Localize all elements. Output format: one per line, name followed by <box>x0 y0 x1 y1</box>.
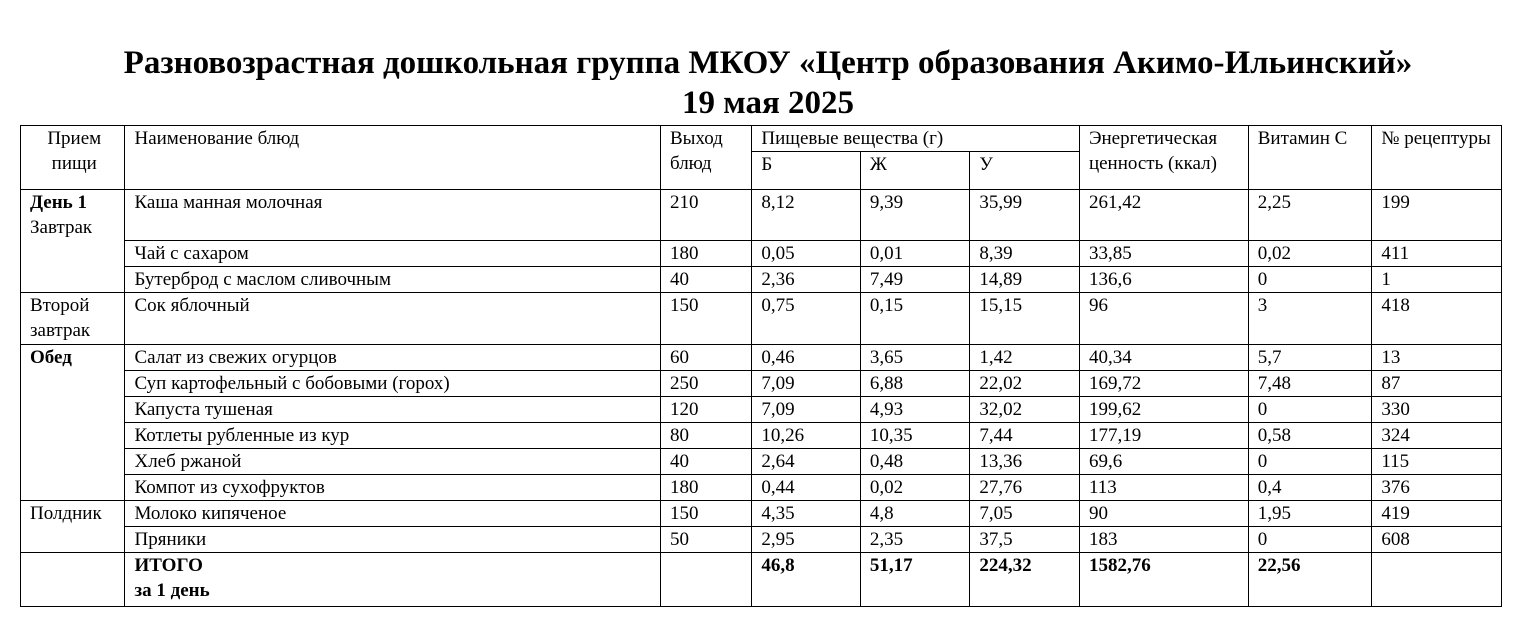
total-carbs: 224,32 <box>970 552 1080 606</box>
dish-fat: 9,39 <box>860 190 970 241</box>
dish-carbs: 7,05 <box>970 500 1080 526</box>
dish-fat: 2,35 <box>860 526 970 552</box>
dish-vitamin: 0,58 <box>1248 422 1372 448</box>
dish-protein: 0,44 <box>752 474 861 500</box>
dish-carbs: 13,36 <box>970 448 1080 474</box>
dish-fat: 4,8 <box>860 500 970 526</box>
table-row <box>21 422 1502 448</box>
dish-carbs: 22,02 <box>970 370 1080 396</box>
table-row <box>21 266 1502 292</box>
dish-name: Компот из сухофруктов <box>125 474 661 500</box>
meal-cell <box>21 190 125 241</box>
dish-protein: 2,64 <box>752 448 861 474</box>
total-recipe-empty <box>1372 552 1502 606</box>
total-fat: 51,17 <box>860 552 970 606</box>
dish-carbs: 32,02 <box>970 396 1080 422</box>
header-energy: Энергетическая ценность (ккал) <box>1079 126 1248 190</box>
meal-cell: Обед <box>21 344 125 370</box>
dish-recipe: 13 <box>1372 344 1502 370</box>
meal-name: Завтрак <box>30 217 93 238</box>
dish-vitamin: 0,4 <box>1248 474 1372 500</box>
dish-protein: 0,05 <box>752 240 861 266</box>
dish-yield: 180 <box>661 474 752 500</box>
dish-energy: 183 <box>1079 526 1248 552</box>
dish-yield: 60 <box>661 344 752 370</box>
dish-protein: 4,35 <box>752 500 861 526</box>
dish-name: Пряники <box>125 526 661 552</box>
dish-vitamin: 0,02 <box>1248 240 1372 266</box>
dish-carbs: 7,44 <box>970 422 1080 448</box>
meal-cell: Полдник <box>21 500 125 526</box>
table-row <box>21 474 1502 500</box>
dish-name: Бутерброд с маслом сливочным <box>125 266 661 292</box>
dish-energy: 69,6 <box>1079 448 1248 474</box>
dish-yield: 210 <box>661 190 752 241</box>
table-row <box>21 526 1502 552</box>
total-meal-empty <box>21 552 125 606</box>
meal-cell-empty <box>21 448 125 474</box>
meal-cell-empty <box>21 266 125 292</box>
dish-protein: 0,46 <box>752 344 861 370</box>
table-row <box>21 292 1502 344</box>
dish-name: Чай с сахаром <box>125 240 661 266</box>
table-row <box>21 344 1502 370</box>
dish-yield: 50 <box>661 526 752 552</box>
header-meal: Прием пищи <box>21 126 125 190</box>
dish-fat: 6,88 <box>860 370 970 396</box>
meal-cell-empty <box>21 240 125 266</box>
dish-energy: 40,34 <box>1079 344 1248 370</box>
dish-recipe: 418 <box>1372 292 1502 344</box>
dish-recipe: 419 <box>1372 500 1502 526</box>
dish-energy: 169,72 <box>1079 370 1248 396</box>
dish-protein: 0,75 <box>752 292 861 344</box>
dish-carbs: 27,76 <box>970 474 1080 500</box>
dish-fat: 10,35 <box>860 422 970 448</box>
dish-yield: 80 <box>661 422 752 448</box>
meal-cell-empty <box>21 474 125 500</box>
meal-day: День 1 <box>30 192 87 213</box>
dish-vitamin: 0 <box>1248 526 1372 552</box>
header-dish: Наименование блюд <box>125 126 661 190</box>
total-protein: 46,8 <box>752 552 861 606</box>
header-vitamin: Витамин С <box>1248 126 1372 190</box>
dish-fat: 0,15 <box>860 292 970 344</box>
dish-protein: 2,36 <box>752 266 861 292</box>
dish-recipe: 411 <box>1372 240 1502 266</box>
dish-vitamin: 5,7 <box>1248 344 1372 370</box>
dish-fat: 7,49 <box>860 266 970 292</box>
header-carbs: У <box>970 152 1080 190</box>
dish-energy: 261,42 <box>1079 190 1248 241</box>
dish-protein: 7,09 <box>752 370 861 396</box>
dish-recipe: 87 <box>1372 370 1502 396</box>
dish-vitamin: 2,25 <box>1248 190 1372 241</box>
dish-recipe: 376 <box>1372 474 1502 500</box>
dish-vitamin: 7,48 <box>1248 370 1372 396</box>
dish-fat: 0,48 <box>860 448 970 474</box>
dish-yield: 40 <box>661 266 752 292</box>
dish-protein: 10,26 <box>752 422 861 448</box>
menu-table <box>20 125 1502 607</box>
dish-fat: 3,65 <box>860 344 970 370</box>
total-label-line1: ИТОГО <box>134 554 203 576</box>
total-label-line2: за 1 день <box>134 579 210 601</box>
total-yield-empty <box>661 552 752 606</box>
header-yield: Выход блюд <box>661 126 752 190</box>
page-date: 19 мая 2025 <box>681 85 855 121</box>
dish-fat: 4,93 <box>860 396 970 422</box>
dish-carbs: 14,89 <box>970 266 1080 292</box>
dish-protein: 2,95 <box>752 526 861 552</box>
dish-energy: 96 <box>1079 292 1248 344</box>
dish-vitamin: 0 <box>1248 266 1372 292</box>
table-row <box>21 190 1502 241</box>
dish-energy: 33,85 <box>1079 240 1248 266</box>
dish-name: Капуста тушеная <box>125 396 661 422</box>
dish-carbs: 8,39 <box>970 240 1080 266</box>
dish-carbs: 1,42 <box>970 344 1080 370</box>
dish-name: Молоко кипяченое <box>125 500 661 526</box>
dish-carbs: 15,15 <box>970 292 1080 344</box>
table-row <box>21 500 1502 526</box>
dish-carbs: 35,99 <box>970 190 1080 241</box>
meal-cell-empty <box>21 370 125 396</box>
total-energy: 1582,76 <box>1079 552 1248 606</box>
header-nutrients: Пищевые вещества (г) <box>752 126 1080 152</box>
dish-yield: 150 <box>661 292 752 344</box>
table-row <box>21 370 1502 396</box>
dish-energy: 177,19 <box>1079 422 1248 448</box>
dish-energy: 113 <box>1079 474 1248 500</box>
dish-energy: 136,6 <box>1079 266 1248 292</box>
dish-name: Каша манная молочная <box>125 190 661 241</box>
header-row <box>21 126 1502 152</box>
dish-yield: 250 <box>661 370 752 396</box>
dish-recipe: 199 <box>1372 190 1502 241</box>
header-protein: Б <box>752 152 861 190</box>
dish-vitamin: 0 <box>1248 396 1372 422</box>
table-row <box>21 240 1502 266</box>
dish-name: Хлеб ржаной <box>125 448 661 474</box>
dish-recipe: 115 <box>1372 448 1502 474</box>
dish-protein: 7,09 <box>752 396 861 422</box>
dish-recipe: 608 <box>1372 526 1502 552</box>
table-row <box>21 448 1502 474</box>
dish-name: Сок яблочный <box>125 292 661 344</box>
page-title: Разновозрастная дошкольная группа МКОУ «Центр образования Акимо-Ильинский» <box>123 45 1413 81</box>
dish-fat: 0,02 <box>860 474 970 500</box>
dish-vitamin: 0 <box>1248 448 1372 474</box>
meal-cell-empty <box>21 396 125 422</box>
dish-recipe: 324 <box>1372 422 1502 448</box>
dish-fat: 0,01 <box>860 240 970 266</box>
dish-protein: 8,12 <box>752 190 861 241</box>
meal-cell: Второй завтрак <box>21 292 125 344</box>
dish-vitamin: 3 <box>1248 292 1372 344</box>
header-recipe: № рецептуры <box>1372 126 1502 190</box>
dish-name: Суп картофельный с бобовыми (горох) <box>125 370 661 396</box>
header-fat: Ж <box>860 152 970 190</box>
table-row <box>21 396 1502 422</box>
dish-yield: 120 <box>661 396 752 422</box>
dish-yield: 40 <box>661 448 752 474</box>
dish-energy: 90 <box>1079 500 1248 526</box>
meal-cell-empty <box>21 422 125 448</box>
dish-yield: 180 <box>661 240 752 266</box>
dish-carbs: 37,5 <box>970 526 1080 552</box>
dish-name: Котлеты рубленные из кур <box>125 422 661 448</box>
total-row <box>21 552 1502 606</box>
meal-cell-empty <box>21 526 125 552</box>
dish-name: Салат из свежих огурцов <box>125 344 661 370</box>
total-label <box>125 552 661 606</box>
dish-vitamin: 1,95 <box>1248 500 1372 526</box>
total-vitamin: 22,56 <box>1248 552 1372 606</box>
dish-yield: 150 <box>661 500 752 526</box>
dish-recipe: 330 <box>1372 396 1502 422</box>
dish-energy: 199,62 <box>1079 396 1248 422</box>
dish-recipe: 1 <box>1372 266 1502 292</box>
